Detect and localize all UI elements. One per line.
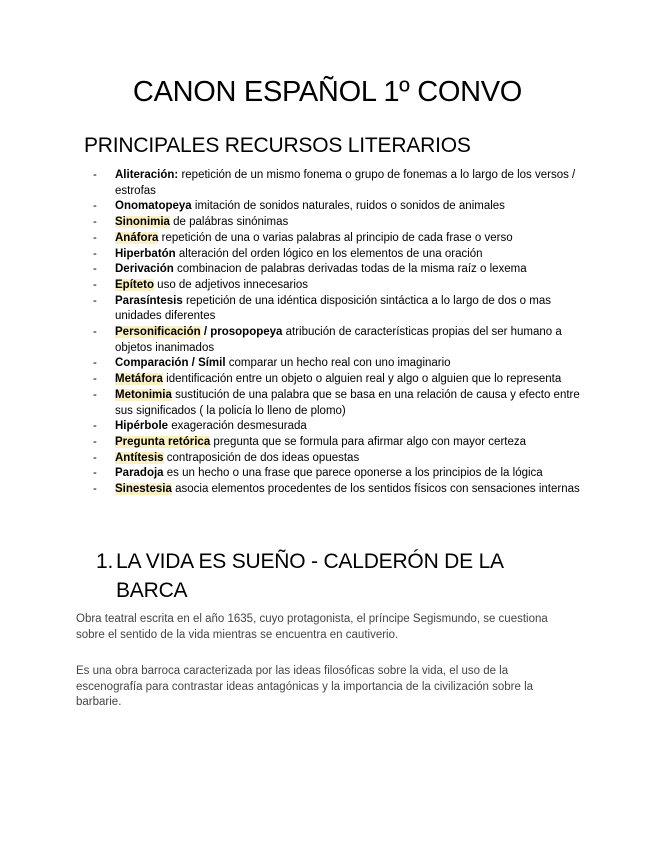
list-item-description: sustitución de una palabra que se basa en una relación de causa y efecto entre sus significados ( la policía lo lleno de plomo) [115, 388, 580, 417]
list-item-description: es un hecho o una frase que parece oponerse a los principios de la lógica [163, 467, 543, 480]
list-dash: - [93, 169, 97, 181]
list-dash: - [93, 483, 97, 496]
list-dash: - [93, 435, 97, 448]
list-item [91, 466, 591, 482]
list-item-description: contraposición de dos ideas opuestas [163, 451, 360, 464]
list-item-term: Sinestesia [115, 483, 172, 496]
list-dash: - [93, 216, 97, 229]
list-item-description: repetición de un mismo fonema o grupo de fonemas a lo largo de los versos / estrofas [115, 169, 576, 197]
list-item-term: Aliteración: [115, 169, 179, 181]
list-item [91, 168, 591, 199]
list-item-term: Derivación [115, 263, 174, 276]
list-item [91, 294, 591, 325]
section-heading-vida-es-sueno [96, 547, 566, 605]
list-item-description: imitación de sonidos naturales, ruidos o sonidos de animales [191, 200, 505, 213]
list-item [91, 388, 591, 419]
list-dash: - [93, 388, 97, 401]
list-dash: - [93, 294, 97, 307]
list-item-description: combinacion de palabras derivadas todas de la misma raíz o lexema [173, 263, 527, 276]
list-item [91, 372, 591, 388]
list-dash: - [93, 278, 97, 291]
list-item-term: Epíteto [115, 278, 154, 291]
paragraph-2: Es una obra barroca caracterizada por las ideas filosóficas sobre la vida, el uso de la escenografía para contrastar ideas antagónicas y la importancia de la civilización sobre la barbarie. [76, 665, 534, 709]
list-item-term-alt: / prosopopeya [200, 326, 283, 339]
list-item-term: Antítesis [115, 451, 164, 464]
list-item-description: comparar un hecho real con uno imaginario [225, 357, 451, 370]
list-item [91, 451, 591, 467]
list-item-description: exageración desmesurada [168, 420, 307, 433]
list-item-term: Onomatopeya [115, 200, 192, 213]
list-item-term: Pregunta retórica [115, 435, 211, 448]
list-item [91, 419, 591, 435]
list-item [91, 435, 591, 451]
list-dash: - [93, 200, 97, 213]
list-item-term: Sinonimia [115, 216, 170, 229]
paragraph-1: Obra teatral escrita en el año 1635, cuyo protagonista, el príncipe Segismundo, se cuestiona sobre el sentido de la vida mientras se encuentra en cautiverio. [76, 613, 548, 641]
list-item-description: repetición de una o varias palabras al principio de cada frase o verso [158, 231, 513, 244]
list-item-term: Hiperbatón [115, 247, 176, 260]
list-dash: - [93, 263, 97, 276]
list-item [91, 356, 591, 372]
section-number: 1. [96, 550, 114, 573]
list-dash: - [93, 247, 97, 260]
list-item-description: repetición de una idéntica disposición sintáctica a lo largo de dos o mas unidades diferentes [115, 294, 551, 323]
list-item-term: Parasíntesis [115, 294, 183, 307]
list-item [91, 231, 591, 247]
document-title: CANON ESPAÑOL 1º CONVO [132, 76, 523, 108]
list-dash: - [93, 451, 97, 464]
list-item-description: asocia elementos procedentes de los sentidos físicos con sensaciones internas [171, 483, 580, 496]
list-dash: - [93, 373, 97, 386]
list-item-term: Paradoja [115, 467, 164, 480]
section-heading-text: LA VIDA ES SUEÑO - CALDERÓN DE LA BARCA [116, 550, 503, 602]
list-item [91, 247, 591, 263]
recursos-list [91, 168, 591, 498]
list-item [91, 215, 591, 231]
list-item [91, 482, 591, 498]
list-item [91, 325, 591, 356]
list-item-term: Metonimia [115, 388, 172, 401]
list-item-description: alteración del orden lógico en los elementos de una oración [175, 247, 483, 260]
list-item [91, 278, 591, 294]
list-item-term: Anáfora [115, 231, 159, 244]
list-dash: - [93, 467, 97, 480]
list-item-description: identificación entre un objeto o alguien real y algo o alguien que lo representa [162, 373, 562, 386]
list-item [91, 199, 591, 215]
list-dash: - [93, 231, 97, 244]
section-heading-recursos: PRINCIPALES RECURSOS LITERARIOS [84, 134, 471, 157]
list-item-description: atribución de características propias del ser humano a objetos inanimados [115, 326, 562, 354]
list-dash: - [93, 357, 97, 370]
list-item-term: Comparación / Símil [115, 357, 226, 370]
list-item-term: Hipérbole [115, 420, 169, 433]
list-dash: - [93, 326, 97, 339]
list-item [91, 262, 591, 278]
list-dash: - [93, 420, 97, 433]
list-item-description: de palábras sinónimas [169, 216, 289, 229]
list-item-description: pregunta que se formula para afirmar algo con mayor certeza [210, 435, 527, 448]
list-item-term: Personificación [115, 326, 201, 339]
list-item-term: Metáfora [115, 373, 163, 386]
list-item-description: uso de adjetivos innecesarios [153, 278, 309, 291]
